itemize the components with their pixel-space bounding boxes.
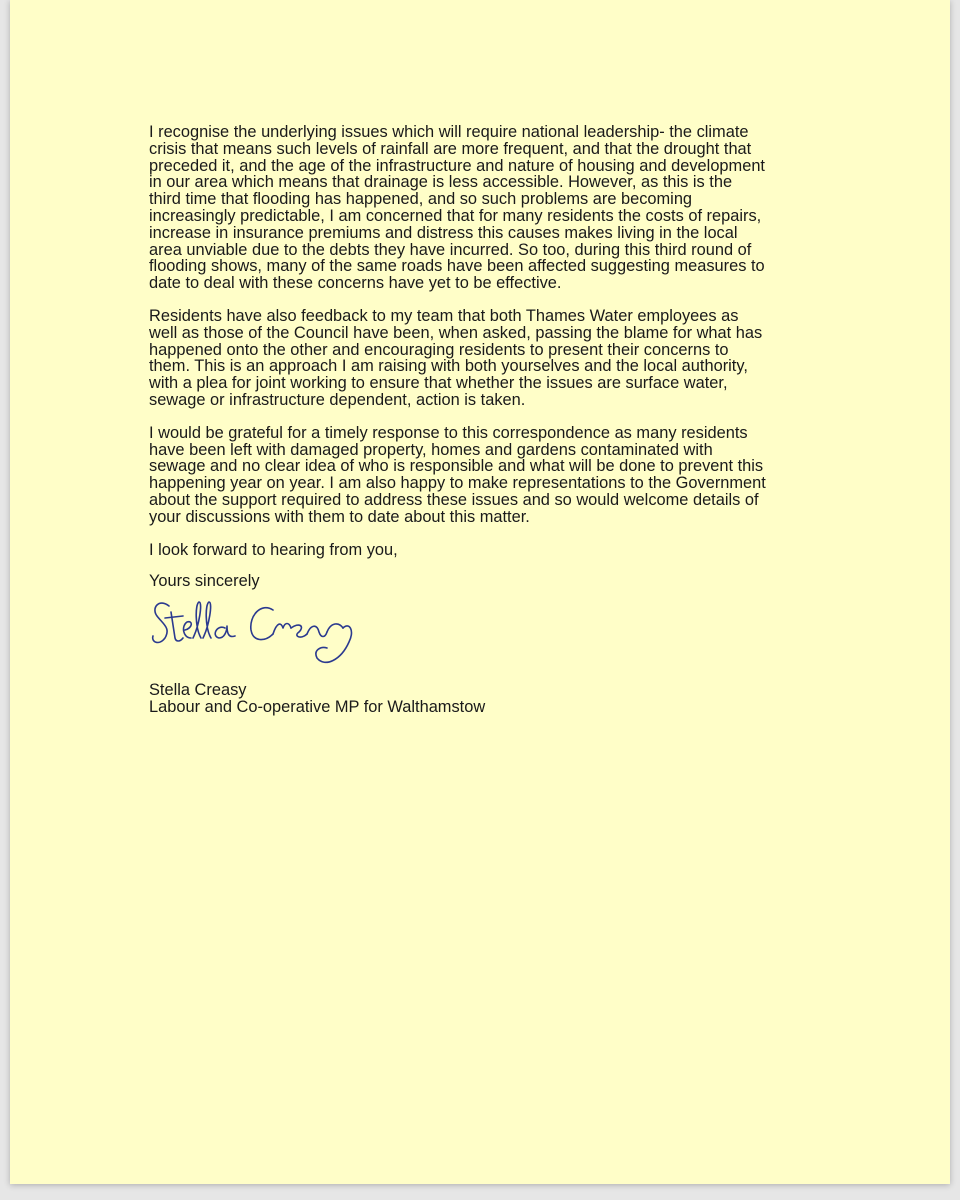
handwritten-signature: [149, 592, 364, 672]
paragraph-residents-feedback: Residents have also feedback to my team that both Thames Water employees as well as those of the Council have been, when asked, passing the blame for what has happened onto the other and encouraging residents to present their concerns to them. This is an approach I am raising with both yourselves and the local authority, with a plea for joint working to ensure that whether the issues are surface water, sewage or infrastructure dependent, action is taken.: [149, 306, 763, 409]
paragraph-response-request: I would be grateful for a timely response to this correspondence as many residents have been left with damaged property, homes and gardens contaminated with sewage and no clear idea of who is responsible and what will be done to prevent this happening year on year. I am also happy to make representations to the Government about the support required to address these issues and so would welcome details of your discussions with them to date about this matter.: [149, 423, 766, 526]
letter-page: [10, 0, 950, 1184]
signatory-title: Labour and Co-operative MP for Walthamstow: [149, 697, 486, 716]
closing-line: I look forward to hearing from you,: [149, 540, 398, 559]
paragraph-climate-flooding: I recognise the underlying issues which will require national leadership- the climate crisis that means such levels of rainfall are more frequent, and that the drought that preceded it, and the age of the infrastructure and nature of housing and development in our area which means that drainage is less accessible. However, as this is the third time that flooding has happened, and so such problems are becoming increasingly predictable, I am concerned that for many residents the costs of repairs, increase in insurance premiums and distress this causes makes living in the local area unviable due to the debts they have incurred. So too, during this third round of flooding shows, many of the same roads have been affected suggesting measures to date to deal with these concerns have yet to be effective.: [149, 123, 765, 293]
letter-body: [149, 124, 829, 716]
sign-off: Yours sincerely: [149, 572, 260, 591]
signatory-name: Stella Creasy: [149, 681, 247, 700]
